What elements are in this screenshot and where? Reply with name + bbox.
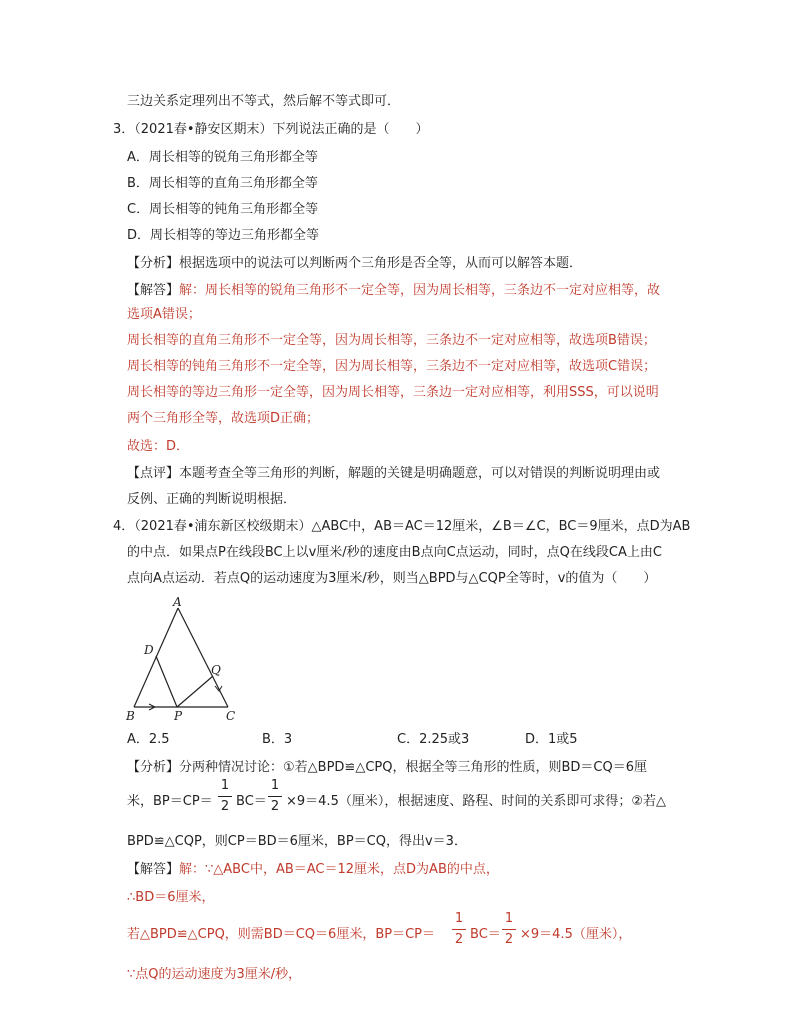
answer-line: ∴BD＝6厘米， (127, 890, 215, 905)
analysis-text: ×9＝4.5（厘米），根据速度、路程、时间的关系即可求得；②若△ (286, 794, 666, 809)
analysis-text: BPD≌△CQP，则CP＝BD＝6厘米，BP＝CQ，得出v＝3． (127, 834, 467, 849)
question-3-stem: 3．（2021春•静安区期末）下列说法正确的是（ ） (113, 122, 429, 137)
fraction-half: 1 2 (218, 778, 232, 815)
label-c: C (226, 709, 236, 723)
answer-line: 故选：D． (127, 439, 190, 454)
fraction-half: 1 2 (502, 911, 516, 948)
analysis-block (127, 256, 582, 272)
answer-line: ×9＝4.5（厘米）， (520, 927, 632, 942)
label-q: Q (211, 663, 221, 677)
label-b: B (126, 709, 135, 723)
option-b: B．3 (262, 732, 293, 747)
answer-text: 解：∵△ABC中，AB＝AC＝12厘米，点D为AB的中点， (179, 862, 499, 877)
answer-line: 选项A错误； (127, 307, 201, 322)
option-a: A．周长相等的锐角三角形都全等 (127, 150, 318, 165)
analysis-block (127, 760, 647, 776)
comment-tag: 【点评】 (127, 466, 180, 481)
segment-dp (156, 656, 177, 707)
answer-line: 若△BPD≌△CPQ，则需BD＝CQ＝6厘米，BP＝CP＝ (127, 927, 435, 942)
answer-line (127, 283, 660, 299)
option-c: C．2.25或3 (397, 732, 470, 747)
label-d: D (144, 643, 154, 657)
option-b: B．周长相等的直角三角形都全等 (127, 176, 318, 191)
analysis-text: BC＝ (236, 794, 267, 809)
answer-line (127, 862, 499, 878)
analysis-tag: 【分析】 (127, 256, 180, 271)
label-a: A (173, 596, 182, 609)
option-c: C．周长相等的钝角三角形都全等 (127, 202, 319, 217)
analysis-text: 根据选项中的说法可以判断两个三角形是否全等，从而可以解答本题． (179, 256, 583, 271)
analysis-tag: 【分析】 (127, 760, 180, 775)
answer-tag: 【解答】 (127, 283, 180, 298)
triangle-figure (120, 596, 250, 726)
label-p: P (174, 709, 183, 723)
analysis-text: 分两种情况讨论：①若△BPD≌△CPQ，根据全等三角形的性质，则BD＝CQ＝6厘 (179, 760, 647, 775)
answer-text: 解：周长相等的锐角三角形不一定全等，因为周长相等，三条边不一定对应相等，故 (179, 283, 661, 298)
answer-tag: 【解答】 (127, 862, 180, 877)
analysis-text: 米，BP＝CP＝ (127, 794, 213, 809)
answer-line: 两个三角形全等，故选项D正确； (127, 411, 320, 426)
answer-line: 周长相等的等边三角形一定全等，因为周长相等，三条边一定对应相等，利用SSS，可以说明 (127, 385, 659, 400)
side-ac (178, 608, 228, 707)
answer-line: 周长相等的钝角三角形不一定全等，因为周长相等，三条边不一定对应相等，故选项C错误； (127, 359, 657, 374)
answer-line: BC＝ (470, 927, 501, 942)
question-4-stem: 的中点．如果点P在线段BC上以v厘米/秒的速度由B点向C点运动，同时，点Q在线段CA上由C (127, 545, 662, 560)
segment-pq (177, 676, 213, 707)
option-d: D．1或5 (525, 732, 578, 747)
question-4-stem: 4．（2021春•浦东新区校级期末）△ABC中，AB＝AC＝12厘米，∠B＝∠C，BC＝9厘米，点D为AB (113, 519, 691, 534)
text-line: 三边关系定理列出不等式，然后解不等式即可． (127, 94, 401, 109)
question-4-stem: 点向A点运动．若点Q的运动速度为3厘米/秒，则当△BPD与△CQP全等时，v的值为（ ） (127, 571, 657, 586)
option-a: A．2.5 (127, 732, 170, 747)
fraction-half: 1 2 (268, 778, 282, 815)
fraction-half: 1 2 (452, 911, 466, 948)
comment-line: 反例、正确的判断说明根据． (127, 492, 297, 507)
comment-line (127, 466, 660, 482)
answer-line: ∵点Q的运动速度为3厘米/秒， (127, 967, 302, 982)
answer-line: 周长相等的直角三角形不一定全等，因为周长相等，三条边不一定对应相等，故选项B错误； (127, 333, 656, 348)
comment-text: 本题考查全等三角形的判断，解题的关键是明确题意，可以对错误的判断说明理由或 (179, 466, 661, 481)
option-d: D．周长相等的等边三角形都全等 (127, 228, 320, 243)
